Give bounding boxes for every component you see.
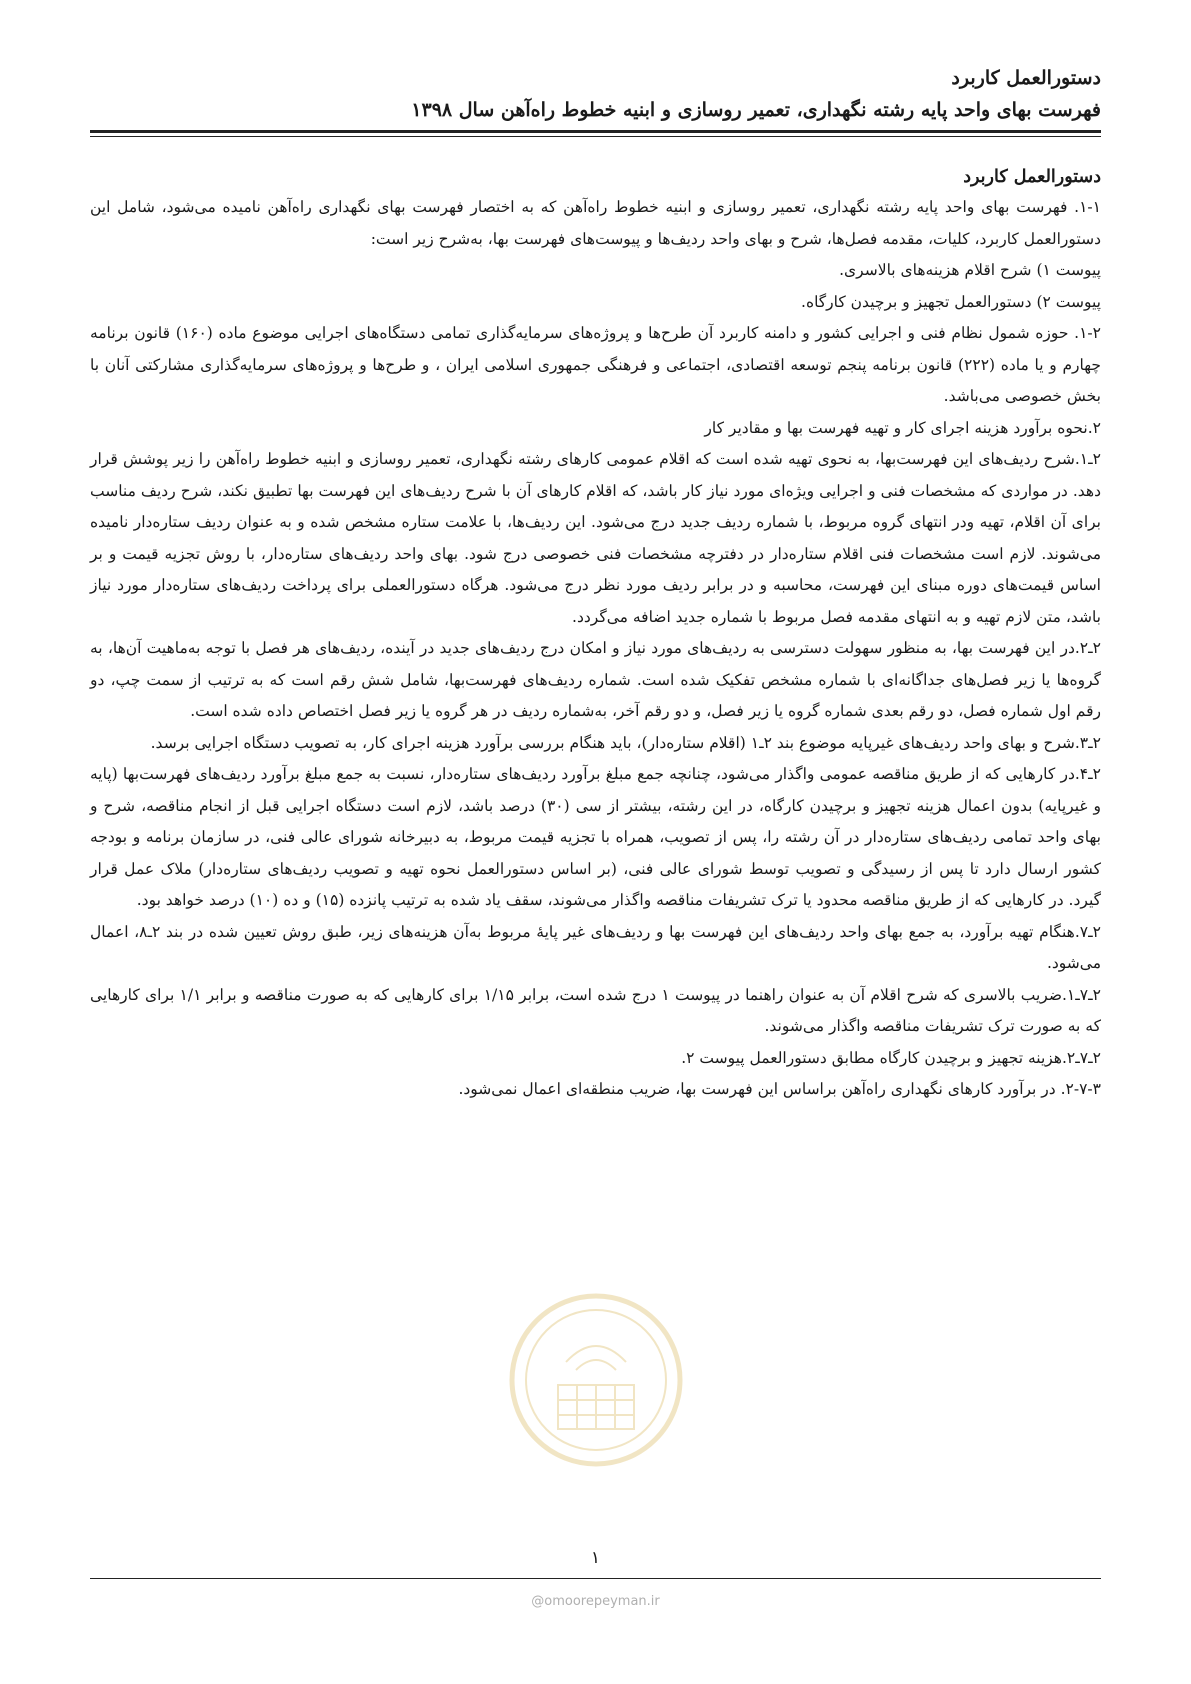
header-rule-thin [90,136,1101,137]
header-subtitle: فهرست بهای واحد پایه رشته نگهداری، تعمیر روسازی و ابنیه خطوط راه‌آهن سال ۱۳۹۸ [411,99,1101,121]
paragraph: پیوست ۱) شرح اقلام هزینه‌های بالاسری. [839,261,1101,279]
page-number: ۱ [590,1548,601,1568]
footer-rule [90,1578,1101,1579]
paragraph: ۲ـ۷.هنگام تهیه برآورد، به جمع بهای واحد ردیف‌های این فهرست بها و ردیف‌های غیر پایهٔ مربوط به‌آن هزینه‌های زیر، طبق روش تعیین شده در بند ۲ـ۸، اعمال می‌شود. [90,922,1101,972]
paragraph: ۲ـ۷ـ۱.ضریب بالاسری که شرح اقلام آن به عنوان راهنما در پیوست ۱ درج شده است، برابر ۱/۱۵ برای کارهایی که به صورت مناقصه و برابر ۱/۱ برای کارهایی که به صورت ترک تشریفات مناقصه واگذار می‌شوند. [90,985,1101,1035]
document-body [90,162,1101,1106]
header-rule-thick [90,130,1101,133]
paragraph: ۲ـ۲.در این فهرست بها، به منظور سهولت دسترسی به ردیف‌های مورد نیاز و امکان درج ردیف‌های جدید در آینده، ردیف‌های هر فصل با توجه به‌ماهیت آن‌ها، به گروه‌ها یا زیر فصل‌های جداگانه‌ای با شماره مشخص تفکیک شده است. شماره ردیف‌های فهرست‌بها، شامل شش رقم است که به ترتیب از سمت چپ، دو رقم اول شماره فصل، دو رقم بعدی شماره گروه یا زیر فصل، و دو رقم آخر، به‌شماره ردیف در هر گروه یا زیر فصل اختصاص داده شده است. [90,639,1101,720]
seal-watermark [506,1290,686,1470]
paragraph: پیوست ۲) دستورالعمل تجهیز و برچیدن کارگاه. [801,292,1101,311]
paragraph: ۲ـ۳.شرح و بهای واحد ردیف‌های غیرپایه موضوع بند ۲ـ۱ (اقلام ستاره‌دار)، باید هنگام بررسی برآورد هزینه اجرای کار، به تصویب دستگاه اجرایی برسد. [150,733,1101,752]
header-title: دستورالعمل کاربرد [951,67,1101,89]
paragraph: ۲ـ۴.در کارهایی که از طریق مناقصه عمومی واگذار می‌شود، چنانچه جمع مبلغ برآورد ردیف‌های ستاره‌دار، نسبت به جمع مبلغ برآورد ردیف‌های فهرست‌بها (پایه و غیرپایه) بدون اعمال هزینه تجهیز و برچیدن کارگاه، در این رشته، بیشتر از سی (۳۰) درصد باشد، لازم است دستگاه اجرایی قبل از انجام مناقصه، شرح و بهای واحد تمامی ردیف‌های ستاره‌دار در آن رشته را، پس از تصویب، همراه با تجزیه قیمت مربوط، به دبیرخانه شورای عالی فنی، در سازمان برنامه و بودجه کشور ارسال دارد تا پس از رسیدگی و تصویب توسط شورای عالی فنی، (بر اساس دستورالعمل نحوه تهیه و تصویب ردیف‌های ستاره‌دار) ملاک عمل قرار گیرد. در کارهایی که از طریق مناقصه محدود یا ترک تشریفات مناقصه واگذار می‌شوند، سقف یاد شده به ترتیب پانزده (۱۵) و ده (۱۰) درصد خواهد بود. [90,765,1101,909]
page-header [90,62,1101,126]
paragraph: ۲.نحوه برآورد هزینه اجرای کار و تهیه فهرست بها و مقادیر کار [704,418,1101,437]
watermark-url: @omoorepeyman.ir [531,1594,660,1609]
paragraph: ۲ـ۷ـ۲.هزینه تجهیز و برچیدن کارگاه مطابق دستورالعمل پیوست ۲. [681,1048,1101,1067]
paragraph: ۱-۲. حوزه شمول نظام فنی و اجرایی کشور و دامنه کاربرد آن طرح‌ها و پروژه‌های سرمایه‌گذاری تمامی دستگاه‌های اجرایی موضوع ماده (۱۶۰) قانون برنامه چهارم و یا ماده (۲۲۲) قانون برنامه پنجم توسعه اقتصادی، اجتماعی و فرهنگی جمهوری اسلامی ایران ، و طرح‌ها و پروژه‌های سرمایه‌گذاری مشارکتی آنان با بخش خصوصی می‌باشد. [90,324,1101,405]
section-heading: دستورالعمل کاربرد [963,167,1101,187]
paragraph: ۱-۱. فهرست بهای واحد پایه رشته نگهداری، تعمیر روسازی و ابنیه خطوط راه‌آهن که به اختصار فهرست بهای نگهداری راه‌آهن نامیده می‌شود، شامل این دستورالعمل کاربرد، کلیات، مقدمه فصل‌ها، شرح و بهای واحد ردیف‌ها و پیوست‌های فهرست بها، به‌شرح زیر است: [90,198,1101,248]
paragraph: ۲-۷-۳. در برآورد کارهای نگهداری راه‌آهن براساس این فهرست بها، ضریب منطقه‌ای اعمال نمی‌شود. [458,1080,1101,1098]
paragraph: ۲ـ۱.شرح ردیف‌های این فهرست‌بها، به نحوی تهیه شده است که اقلام عمومی کارهای رشته نگهداری، تعمیر روسازی و ابنیه خطوط راه‌آهن را زیر پوشش قرار دهد. در مواردی که مشخصات فنی و اجرایی ویژه‌ای مورد نیاز کار باشد، که اقلام کارهای آن با شرح ردیف‌های این فهرست بها تطبیق نکند، شرح ردیف مناسب برای آن اقلام، تهیه ودر انتهای گروه مربوط، با شماره ردیف جدید درج می‌شود. این ردیف‌ها، با علامت ستاره مشخص شده و به عنوان ردیف ستاره‌دار نامیده می‌شوند. لازم است مشخصات فنی اقلام ستاره‌دار در دفترچه مشخصات فنی خصوصی درج شود. بهای واحد ردیف‌های ستاره‌دار، با روش تجزیه قیمت و بر اساس قیمت‌های دوره مبنای این فهرست، محاسبه و در برابر ردیف مورد نظر درج می‌شود. هرگاه دستورالعملی برای پرداخت ردیف‌های ستاره‌دار مورد نیاز باشد، متن لازم تهیه و به انتهای مقدمه فصل مربوط با شماره جدید اضافه می‌گردد. [90,450,1101,626]
